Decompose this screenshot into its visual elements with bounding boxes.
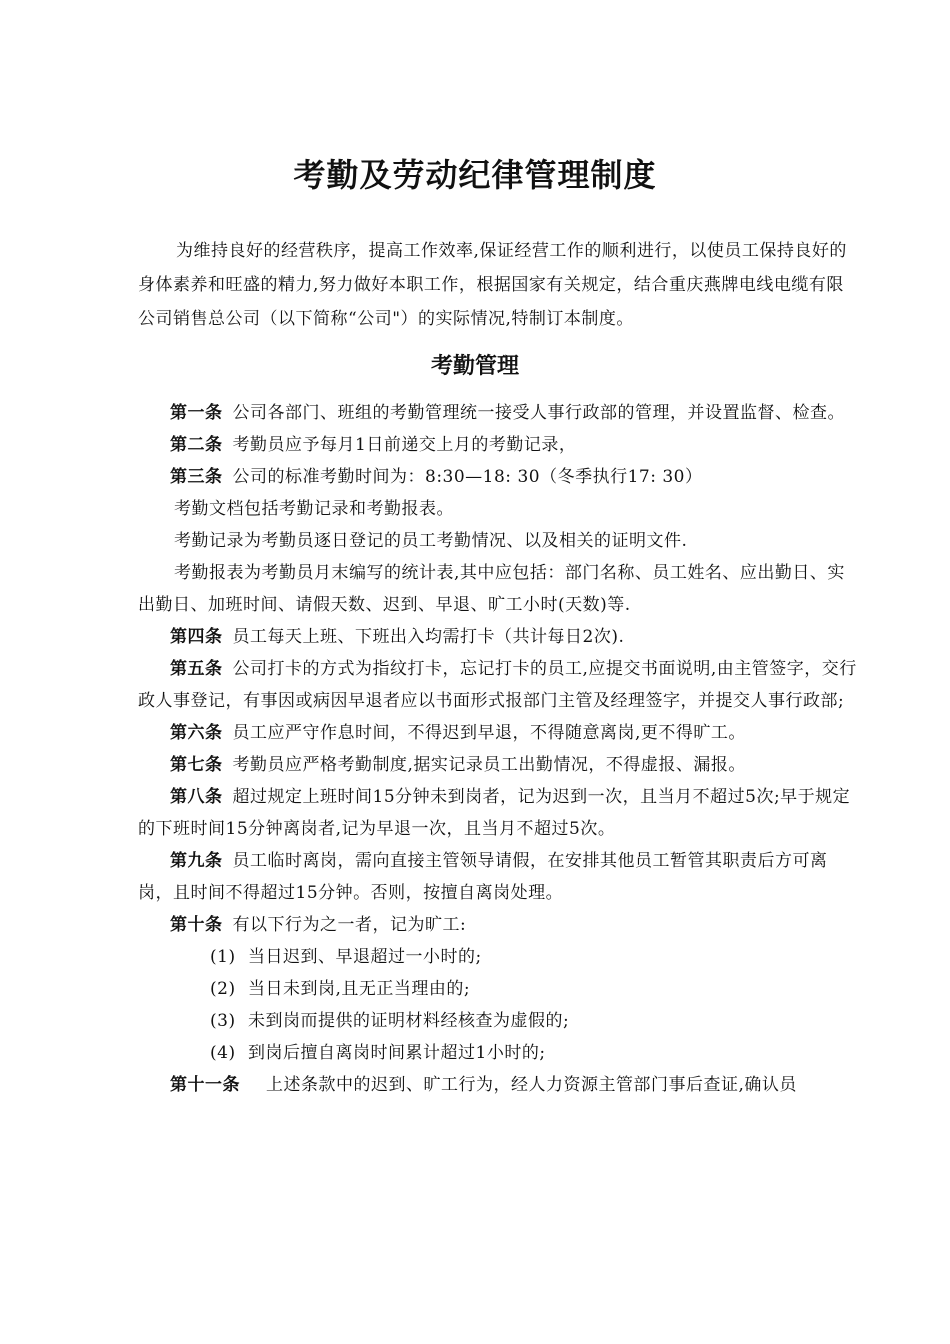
list-item xyxy=(138,1005,860,1037)
article-10 xyxy=(138,909,860,941)
list-item-text: 当日迟到、早退超过一小时的; xyxy=(248,947,482,967)
list-item-number: (3) xyxy=(210,1011,236,1031)
article-4 xyxy=(138,621,860,653)
article-label: 第四条 xyxy=(170,627,223,647)
article-label: 第七条 xyxy=(170,755,223,775)
article-7 xyxy=(138,749,860,781)
article-text: 公司打卡的方式为指纹打卡，忘记打卡的员工,应提交书面说明,由主管签字，交行政人事登记，有事因或病因早退者应以书面形式报部门主管及经理签字，并提交人事行政部; xyxy=(138,659,857,711)
article-label: 第九条 xyxy=(170,851,223,871)
article-8 xyxy=(138,781,860,845)
list-item-text: 当日未到岗,且无正当理由的; xyxy=(248,979,471,999)
list-item-number: (1) xyxy=(210,947,236,967)
document-body xyxy=(138,397,860,1101)
article-3 xyxy=(138,461,860,493)
article-label: 第五条 xyxy=(170,659,223,679)
article-label: 第十条 xyxy=(170,915,223,935)
article-text: 公司各部门、班组的考勤管理统一接受人事行政部的管理，并设置监督、检查。 xyxy=(232,403,845,423)
document-title: 考勤及劳动纪律管理制度 xyxy=(293,156,657,194)
article-text: 考勤员应严格考勤制度,据实记录员工出勤情况，不得虚报、漏报。 xyxy=(232,755,746,775)
list-item-text: 未到岗而提供的证明材料经核查为虚假的; xyxy=(248,1011,570,1031)
sub-paragraph: 考勤文档包括考勤记录和考勤报表。 xyxy=(174,499,454,519)
list-item xyxy=(138,941,860,973)
article-9 xyxy=(138,845,860,909)
article-label: 第八条 xyxy=(170,787,223,807)
article-11 xyxy=(138,1069,860,1101)
article-6 xyxy=(138,717,860,749)
article-text: 员工应严守作息时间，不得迟到早退，不得随意离岗,更不得旷工。 xyxy=(232,723,746,743)
list-item-number: (2) xyxy=(210,979,236,999)
article-label: 第六条 xyxy=(170,723,223,743)
article-5 xyxy=(138,653,860,717)
article-text: 员工每天上班、下班出入均需打卡（共计每日2次). xyxy=(232,627,625,647)
article-label: 第一条 xyxy=(170,403,223,423)
article-label: 第三条 xyxy=(170,467,223,487)
article-text: 超过规定上班时间15分钟未到岗者，记为迟到一次，且当月不超过5次;早于规定的下班时间15分钟离岗者,记为早退一次，且当月不超过5次。 xyxy=(138,787,851,839)
sub-paragraph: 考勤报表为考勤员月末编写的统计表,其中应包括：部门名称、员工姓名、应出勤日、实出勤日、加班时间、请假天数、迟到、早退、旷工小时(天数)等. xyxy=(138,563,845,615)
list-item xyxy=(138,1037,860,1069)
sub-paragraph: 考勤记录为考勤员逐日登记的员工考勤情况、以及相关的证明文件. xyxy=(174,531,688,551)
section-heading: 考勤管理 xyxy=(430,354,519,379)
article-text: 公司的标准考勤时间为：8:30—18: 30（冬季执行17: 30） xyxy=(232,467,703,487)
article-text: 上述条款中的迟到、旷工行为，经人力资源主管部门事后查证,确认员 xyxy=(266,1075,797,1095)
article-1 xyxy=(138,397,860,429)
article-text: 员工临时离岗，需向直接主管领导请假，在安排其他员工暂管其职责后方可离岗，且时间不得超过15分钟。否则，按擅自离岗处理。 xyxy=(138,851,828,903)
article-label: 第二条 xyxy=(170,435,223,455)
list-item-text: 到岗后擅自离岗时间累计超过1小时的; xyxy=(248,1043,546,1063)
article-label: 第十一条 xyxy=(170,1075,240,1095)
list-item-number: (4) xyxy=(210,1043,236,1063)
article-text: 考勤员应予每月1日前递交上月的考勤记录， xyxy=(232,435,577,455)
article-text: 有以下行为之一者，记为旷工: xyxy=(232,915,467,935)
list-item xyxy=(138,973,860,1005)
intro-paragraph: 为维持良好的经营秩序，提高工作效率,保证经营工作的顺利进行，以使员工保持良好的身体素养和旺盛的精力,努力做好本职工作，根据国家有关规定，结合重庆燕牌电线电缆有限公司销售总公司（以下简称“公司"）的实际情况,特制订本制度。 xyxy=(138,241,847,329)
article-2 xyxy=(138,429,860,461)
